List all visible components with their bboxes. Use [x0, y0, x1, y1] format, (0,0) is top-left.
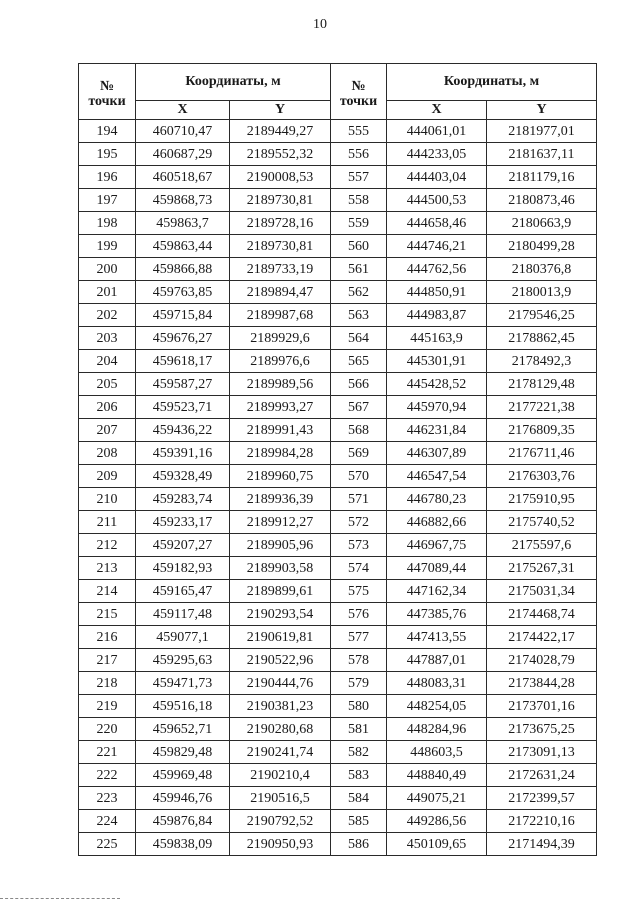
y-coordinate-right: 2181179,16: [487, 166, 597, 189]
table-row: [79, 442, 597, 465]
point-number-right: 555: [331, 120, 387, 143]
x-coordinate-left: 459391,16: [136, 442, 230, 465]
coordinates-table: [78, 63, 597, 856]
x-coordinate-right: 445428,52: [387, 373, 487, 396]
table-row: [79, 764, 597, 787]
point-number-left: 201: [79, 281, 136, 304]
y-coordinate-right: 2180663,9: [487, 212, 597, 235]
coordinates-header-left: Координаты, м: [136, 64, 331, 101]
y-coordinate-right: 2180499,28: [487, 235, 597, 258]
y-coordinate-left: 2189936,39: [230, 488, 331, 511]
x-coordinate-right: 446967,75: [387, 534, 487, 557]
table-row: [79, 534, 597, 557]
point-number-right: 573: [331, 534, 387, 557]
y-coordinate-left: 2190444,76: [230, 672, 331, 695]
x-coordinate-left: 459946,76: [136, 787, 230, 810]
y-coordinate-right: 2176809,35: [487, 419, 597, 442]
y-coordinate-right: 2172631,24: [487, 764, 597, 787]
y-coordinate-left: 2189728,16: [230, 212, 331, 235]
point-number-left: 214: [79, 580, 136, 603]
table-row: [79, 465, 597, 488]
point-number-left: 210: [79, 488, 136, 511]
point-number-header-right: [331, 64, 387, 120]
x-coordinate-right: 444762,56: [387, 258, 487, 281]
x-coordinate-right: 444983,87: [387, 304, 487, 327]
point-number-right: 569: [331, 442, 387, 465]
x-coordinate-right: 447413,55: [387, 626, 487, 649]
x-coordinate-left: 459295,63: [136, 649, 230, 672]
page-number: 10: [313, 17, 327, 32]
point-number-right: 574: [331, 557, 387, 580]
table-row: [79, 511, 597, 534]
x-coordinate-right: 444061,01: [387, 120, 487, 143]
point-number-left: 217: [79, 649, 136, 672]
y-coordinate-right: 2181977,01: [487, 120, 597, 143]
point-number-right: 558: [331, 189, 387, 212]
x-coordinate-right: 445301,91: [387, 350, 487, 373]
x-coordinate-left: 459829,48: [136, 741, 230, 764]
point-number-left: 204: [79, 350, 136, 373]
y-coordinate-left: 2189730,81: [230, 235, 331, 258]
y-coordinate-left: 2189987,68: [230, 304, 331, 327]
table-row: [79, 626, 597, 649]
point-number-left: 220: [79, 718, 136, 741]
x-coordinate-right: 444233,05: [387, 143, 487, 166]
y-coordinate-left: 2189976,6: [230, 350, 331, 373]
point-number-right: 575: [331, 580, 387, 603]
table-row: [79, 212, 597, 235]
y-coordinate-left: 2190293,54: [230, 603, 331, 626]
table-row: [79, 350, 597, 373]
x-coordinate-left: 459283,74: [136, 488, 230, 511]
table-row: [79, 580, 597, 603]
point-number-right: 586: [331, 833, 387, 856]
point-number-right: 579: [331, 672, 387, 695]
table-row: [79, 120, 597, 143]
point-number-right: 564: [331, 327, 387, 350]
point-number-right: 559: [331, 212, 387, 235]
x-coordinate-left: 459863,7: [136, 212, 230, 235]
y-coordinate-right: 2175740,52: [487, 511, 597, 534]
point-number-right: 578: [331, 649, 387, 672]
y-coordinate-left: 2190619,81: [230, 626, 331, 649]
point-number-left: 221: [79, 741, 136, 764]
x-coordinate-left: 460687,29: [136, 143, 230, 166]
point-number-right: 571: [331, 488, 387, 511]
table-row: [79, 419, 597, 442]
x-coordinate-right: 446780,23: [387, 488, 487, 511]
table-row: [79, 281, 597, 304]
point-number-left: 199: [79, 235, 136, 258]
x-coordinate-right: 448840,49: [387, 764, 487, 787]
point-number-left: 195: [79, 143, 136, 166]
x-coordinate-right: 444658,46: [387, 212, 487, 235]
x-coordinate-left: 459117,48: [136, 603, 230, 626]
point-label: точки: [88, 93, 126, 109]
point-number-left: 207: [79, 419, 136, 442]
point-number-right: 567: [331, 396, 387, 419]
point-number-right: 576: [331, 603, 387, 626]
point-number-left: 225: [79, 833, 136, 856]
point-number-right: 584: [331, 787, 387, 810]
y-coordinate-left: 2190950,93: [230, 833, 331, 856]
x-coordinate-left: 459207,27: [136, 534, 230, 557]
table-row: [79, 787, 597, 810]
x-coordinate-left: 459763,85: [136, 281, 230, 304]
point-number-left: 222: [79, 764, 136, 787]
point-number-left: 202: [79, 304, 136, 327]
y-coordinate-right: 2173091,13: [487, 741, 597, 764]
x-coordinate-left: 459328,49: [136, 465, 230, 488]
x-coordinate-left: 459523,71: [136, 396, 230, 419]
point-number-right: 577: [331, 626, 387, 649]
y-coordinate-right: 2173675,25: [487, 718, 597, 741]
x-coordinate-right: 449075,21: [387, 787, 487, 810]
table-row: [79, 810, 597, 833]
table-row: [79, 189, 597, 212]
x-coordinate-left: 459233,17: [136, 511, 230, 534]
point-number-right: 583: [331, 764, 387, 787]
table-row: [79, 672, 597, 695]
x-coordinate-left: 459516,18: [136, 695, 230, 718]
x-coordinate-right: 446547,54: [387, 465, 487, 488]
x-coordinate-right: 450109,65: [387, 833, 487, 856]
point-number-right: 563: [331, 304, 387, 327]
y-coordinate-right: 2173701,16: [487, 695, 597, 718]
point-number-left: 216: [79, 626, 136, 649]
y-coordinate-right: 2176303,76: [487, 465, 597, 488]
x-coordinate-left: 459838,09: [136, 833, 230, 856]
x-coordinate-right: 444746,21: [387, 235, 487, 258]
x-coordinate-left: 459866,88: [136, 258, 230, 281]
x-coordinate-left: 459618,17: [136, 350, 230, 373]
number-sign-label: №: [99, 78, 115, 94]
y-coordinate-right: 2180013,9: [487, 281, 597, 304]
y-coordinate-left: 2189730,81: [230, 189, 331, 212]
y-coordinate-left: 2190210,4: [230, 764, 331, 787]
x-coordinate-left: 459471,73: [136, 672, 230, 695]
x-coordinate-right: 448284,96: [387, 718, 487, 741]
y-coordinate-left: 2189912,27: [230, 511, 331, 534]
x-coordinate-left: 459868,73: [136, 189, 230, 212]
y-coordinate-right: 2177221,38: [487, 396, 597, 419]
x-coordinate-right: 447089,44: [387, 557, 487, 580]
point-number-right: 565: [331, 350, 387, 373]
point-number-left: 224: [79, 810, 136, 833]
y-coordinate-left: 2190516,5: [230, 787, 331, 810]
point-number-left: 196: [79, 166, 136, 189]
y-coordinate-right: 2180873,46: [487, 189, 597, 212]
point-number-left: 208: [79, 442, 136, 465]
y-coordinate-left: 2189903,58: [230, 557, 331, 580]
x-header-right: X: [387, 101, 487, 120]
y-coordinate-left: 2189984,28: [230, 442, 331, 465]
point-number-right: 560: [331, 235, 387, 258]
point-number-left: 203: [79, 327, 136, 350]
x-coordinate-left: 459652,71: [136, 718, 230, 741]
table-row: [79, 304, 597, 327]
y-coordinate-right: 2172210,16: [487, 810, 597, 833]
x-coordinate-left: 459863,44: [136, 235, 230, 258]
table-row: [79, 557, 597, 580]
point-number-header-left: [79, 64, 136, 120]
y-coordinate-right: 2178129,48: [487, 373, 597, 396]
table-row: [79, 741, 597, 764]
y-coordinate-right: 2176711,46: [487, 442, 597, 465]
y-coordinate-right: 2175267,31: [487, 557, 597, 580]
x-coordinate-left: 459676,27: [136, 327, 230, 350]
y-coordinate-right: 2175031,34: [487, 580, 597, 603]
x-coordinate-right: 446307,89: [387, 442, 487, 465]
x-coordinate-right: 447162,34: [387, 580, 487, 603]
table-header: [79, 64, 597, 120]
y-coordinate-right: 2180376,8: [487, 258, 597, 281]
x-coordinate-left: 459182,93: [136, 557, 230, 580]
point-number-right: 568: [331, 419, 387, 442]
point-number-right: 570: [331, 465, 387, 488]
point-number-left: 218: [79, 672, 136, 695]
y-coordinate-left: 2189449,27: [230, 120, 331, 143]
x-coordinate-left: 459876,84: [136, 810, 230, 833]
x-coordinate-right: 446231,84: [387, 419, 487, 442]
y-coordinate-left: 2190522,96: [230, 649, 331, 672]
y-coordinate-right: 2175597,6: [487, 534, 597, 557]
table-row: [79, 373, 597, 396]
point-number-left: 198: [79, 212, 136, 235]
x-coordinate-left: 460710,47: [136, 120, 230, 143]
y-coordinate-left: 2189894,47: [230, 281, 331, 304]
table-row: [79, 166, 597, 189]
y-coordinate-right: 2174028,79: [487, 649, 597, 672]
table-body: [79, 120, 597, 856]
point-number-left: 215: [79, 603, 136, 626]
point-number-right: 556: [331, 143, 387, 166]
x-coordinate-right: 444850,91: [387, 281, 487, 304]
y-coordinate-left: 2189991,43: [230, 419, 331, 442]
x-coordinate-right: 444500,53: [387, 189, 487, 212]
point-number-left: 219: [79, 695, 136, 718]
y-coordinate-right: 2174422,17: [487, 626, 597, 649]
y-coordinate-right: 2178492,3: [487, 350, 597, 373]
y-header-right: Y: [487, 101, 597, 120]
y-coordinate-left: 2189960,75: [230, 465, 331, 488]
table-row: [79, 649, 597, 672]
x-coordinate-right: 447887,01: [387, 649, 487, 672]
y-coordinate-right: 2175910,95: [487, 488, 597, 511]
point-number-right: 557: [331, 166, 387, 189]
table-row: [79, 235, 597, 258]
point-number-left: 212: [79, 534, 136, 557]
point-number-left: 213: [79, 557, 136, 580]
point-number-left: 197: [79, 189, 136, 212]
table-row: [79, 143, 597, 166]
point-number-left: 211: [79, 511, 136, 534]
coordinates-header-right: Координаты, м: [387, 64, 597, 101]
y-header-left: Y: [230, 101, 331, 120]
y-coordinate-right: 2181637,11: [487, 143, 597, 166]
footer-rule: [0, 898, 120, 899]
x-coordinate-left: 460518,67: [136, 166, 230, 189]
point-number-right: 561: [331, 258, 387, 281]
number-sign-label: №: [351, 78, 366, 94]
x-coordinate-left: 459715,84: [136, 304, 230, 327]
x-coordinate-right: 444403,04: [387, 166, 487, 189]
y-coordinate-right: 2178862,45: [487, 327, 597, 350]
point-number-right: 580: [331, 695, 387, 718]
y-coordinate-right: 2173844,28: [487, 672, 597, 695]
y-coordinate-left: 2189552,32: [230, 143, 331, 166]
point-number-left: 205: [79, 373, 136, 396]
point-number-right: 582: [331, 741, 387, 764]
point-number-right: 581: [331, 718, 387, 741]
x-coordinate-left: 459165,47: [136, 580, 230, 603]
y-coordinate-right: 2174468,74: [487, 603, 597, 626]
x-coordinate-right: 448254,05: [387, 695, 487, 718]
x-coordinate-right: 445970,94: [387, 396, 487, 419]
y-coordinate-left: 2190241,74: [230, 741, 331, 764]
x-coordinate-right: 448083,31: [387, 672, 487, 695]
table-row: [79, 833, 597, 856]
y-coordinate-left: 2189989,56: [230, 373, 331, 396]
y-coordinate-left: 2190381,23: [230, 695, 331, 718]
point-label: точки: [339, 93, 378, 109]
x-coordinate-right: 445163,9: [387, 327, 487, 350]
point-number-right: 572: [331, 511, 387, 534]
table-row: [79, 488, 597, 511]
y-coordinate-left: 2190792,52: [230, 810, 331, 833]
y-coordinate-left: 2190008,53: [230, 166, 331, 189]
table-row: [79, 695, 597, 718]
table-row: [79, 258, 597, 281]
y-coordinate-left: 2189905,96: [230, 534, 331, 557]
x-coordinate-right: 449286,56: [387, 810, 487, 833]
y-coordinate-left: 2189929,6: [230, 327, 331, 350]
y-coordinate-right: 2179546,25: [487, 304, 597, 327]
table-row: [79, 327, 597, 350]
point-number-left: 206: [79, 396, 136, 419]
x-coordinate-right: 446882,66: [387, 511, 487, 534]
point-number-left: 200: [79, 258, 136, 281]
point-number-right: 566: [331, 373, 387, 396]
x-coordinate-left: 459077,1: [136, 626, 230, 649]
y-coordinate-left: 2190280,68: [230, 718, 331, 741]
x-coordinate-right: 447385,76: [387, 603, 487, 626]
x-header-left: X: [136, 101, 230, 120]
table-row: [79, 396, 597, 419]
table-row: [79, 603, 597, 626]
y-coordinate-right: 2171494,39: [487, 833, 597, 856]
point-number-left: 209: [79, 465, 136, 488]
point-number-right: 585: [331, 810, 387, 833]
y-coordinate-left: 2189899,61: [230, 580, 331, 603]
table-row: [79, 718, 597, 741]
y-coordinate-right: 2172399,57: [487, 787, 597, 810]
x-coordinate-left: 459436,22: [136, 419, 230, 442]
x-coordinate-right: 448603,5: [387, 741, 487, 764]
y-coordinate-left: 2189733,19: [230, 258, 331, 281]
point-number-left: 194: [79, 120, 136, 143]
x-coordinate-left: 459587,27: [136, 373, 230, 396]
point-number-left: 223: [79, 787, 136, 810]
point-number-right: 562: [331, 281, 387, 304]
x-coordinate-left: 459969,48: [136, 764, 230, 787]
y-coordinate-left: 2189993,27: [230, 396, 331, 419]
